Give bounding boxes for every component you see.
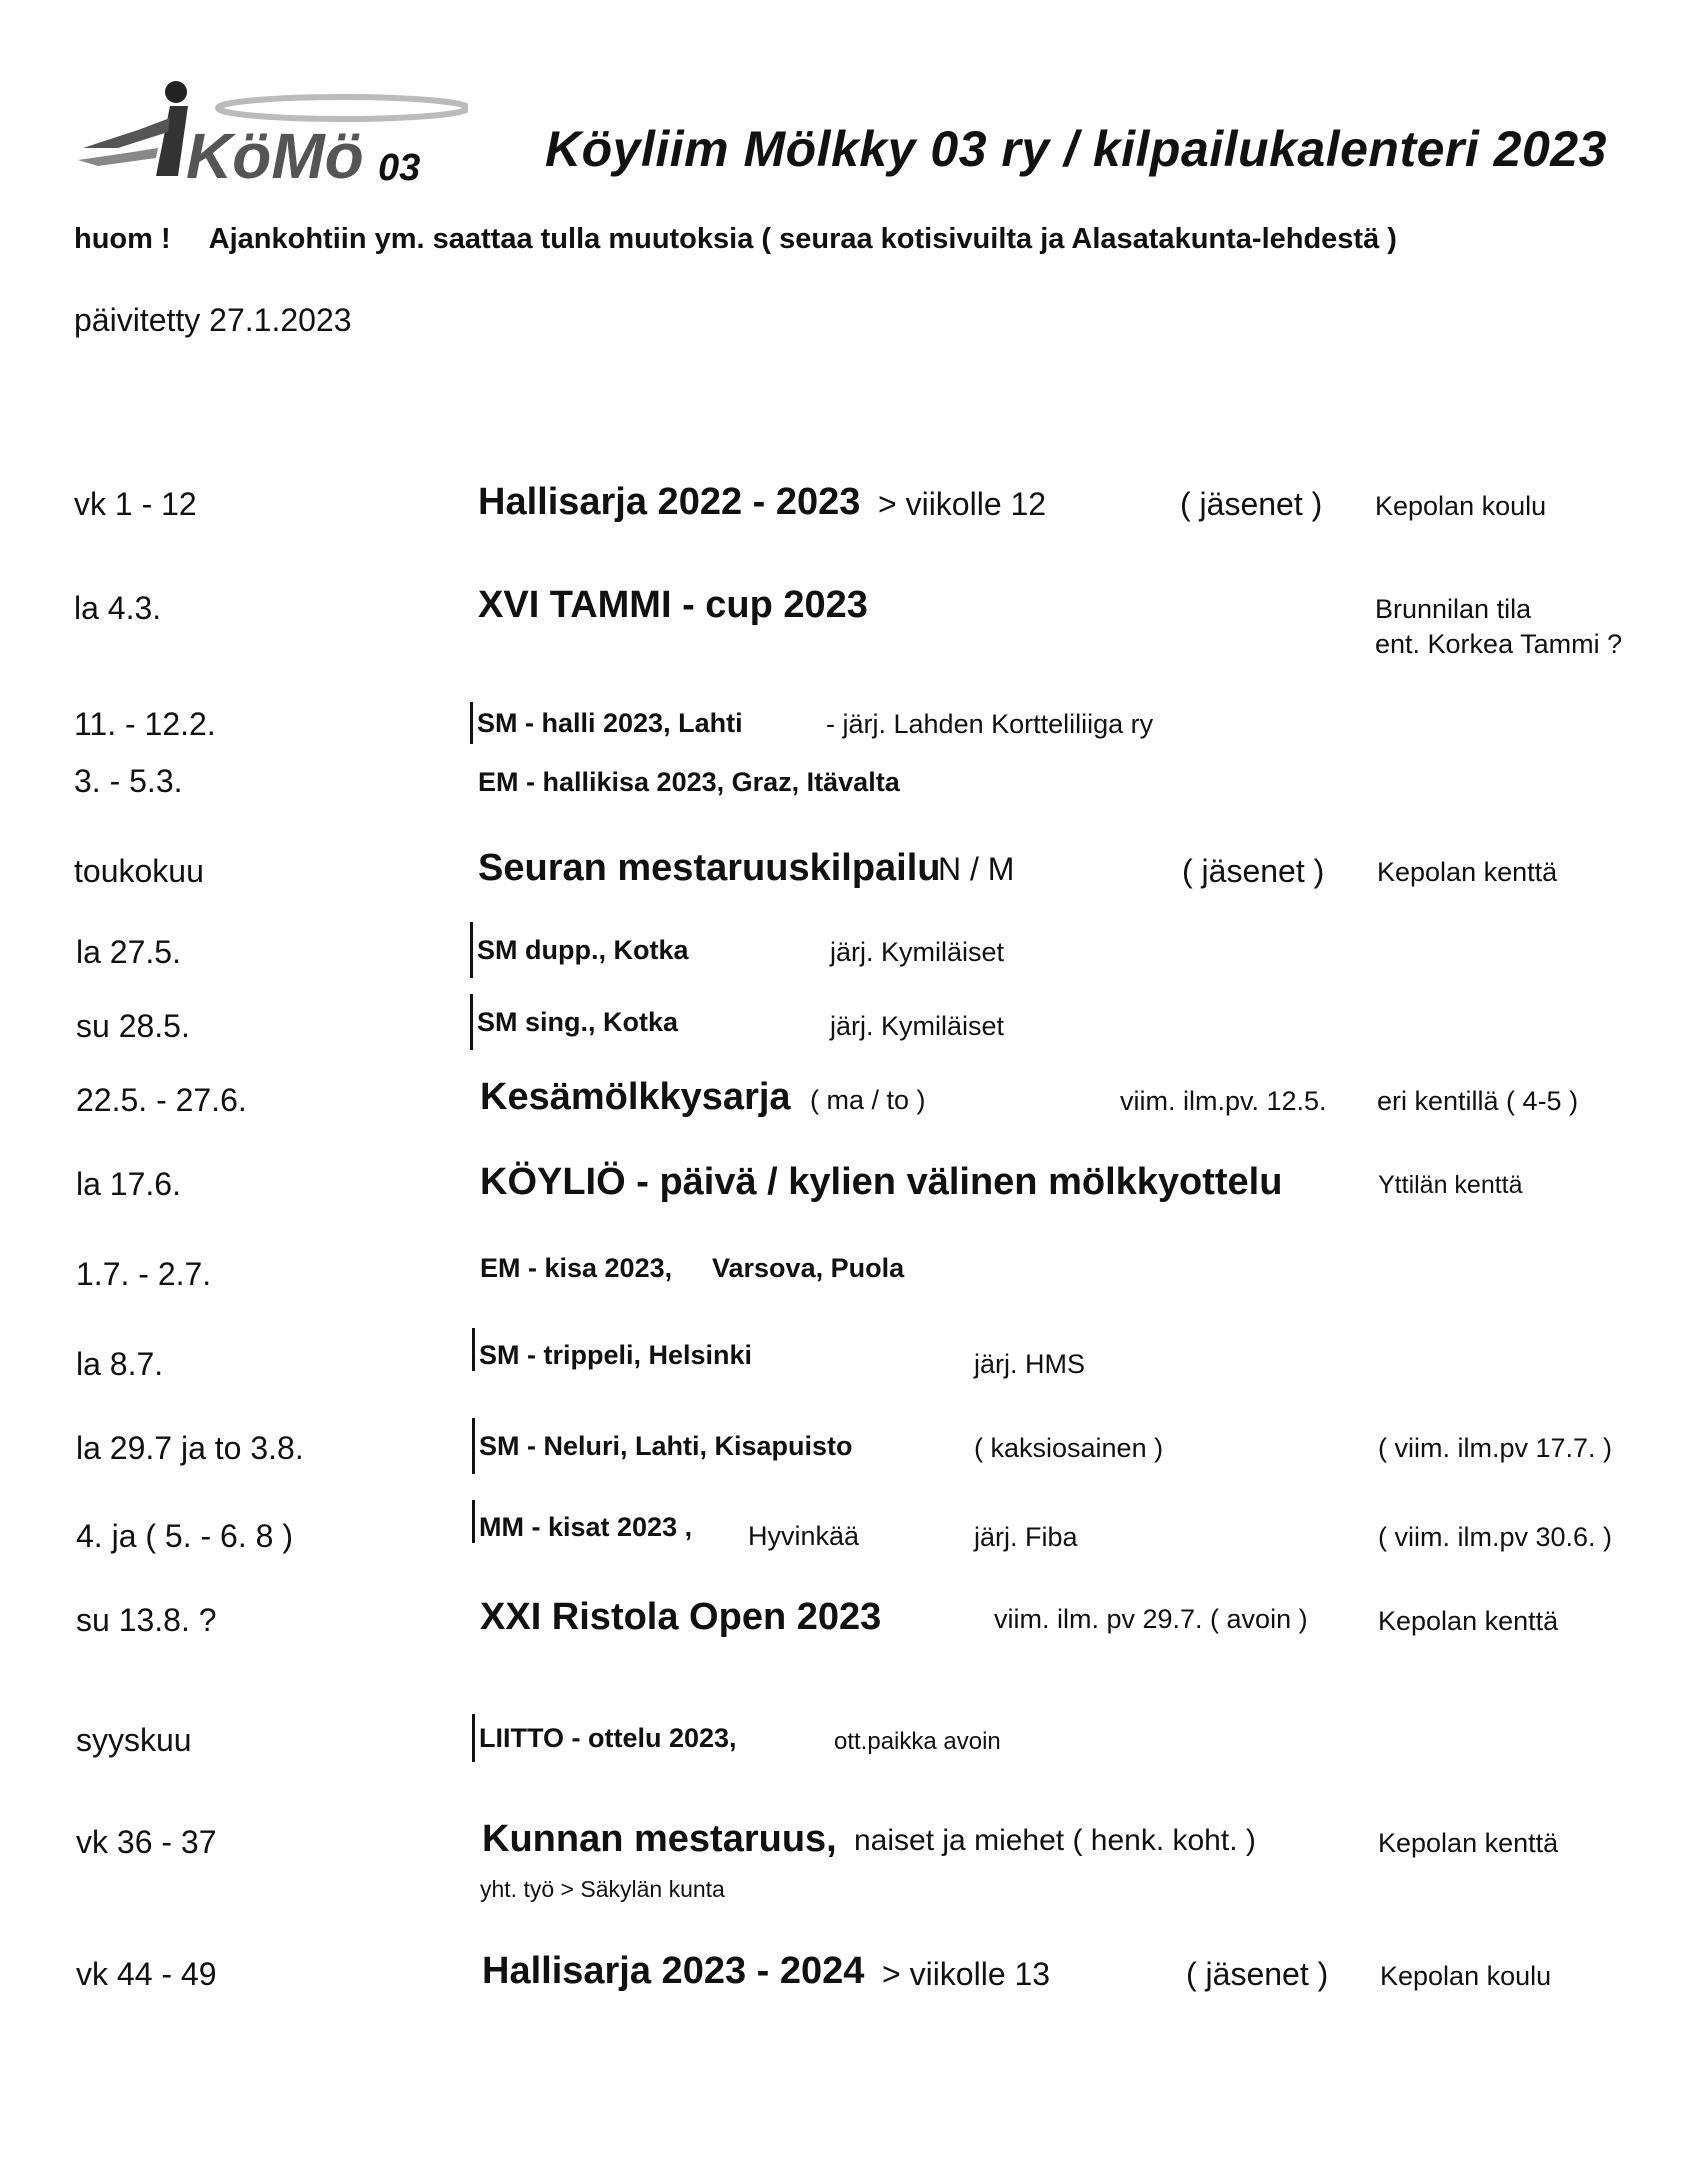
event-venue: Kepolan koulu (1380, 1961, 1552, 1991)
event-title: SM - halli 2023, Lahti (470, 702, 743, 744)
event-date: 11. - 12.2. (74, 706, 216, 742)
page-title: Köyliim Mölkky 03 ry / kilpailukalenteri 2023 (545, 121, 1607, 177)
event-detail: > viikolle 12 (878, 486, 1047, 522)
event-venue: eri kentillä ( 4-5 ) (1377, 1086, 1579, 1116)
event-title: SM - trippeli, Helsinki (472, 1328, 752, 1371)
event-date: la 4.3. (74, 590, 162, 626)
event-detail: järj. Kymiläiset (830, 1011, 1005, 1041)
event-date: vk 1 - 12 (74, 486, 197, 522)
event-title: Kunnan mestaruus, (482, 1818, 837, 1860)
event-date: toukokuu (74, 853, 204, 889)
event-detail: > viikolle 13 (882, 1956, 1051, 1992)
event-date: 4. ja ( 5. - 6. 8 ) (76, 1518, 293, 1554)
event-date: vk 44 - 49 (76, 1956, 217, 1992)
event-venue-note: ent. Korkea Tammi ? (1375, 629, 1623, 659)
logo-text: KöMö (186, 120, 364, 190)
event-note: viim. ilm. pv 29.7. ( avoin ) (994, 1604, 1308, 1634)
event-date: 3. - 5.3. (74, 763, 183, 799)
event-title: Hallisarja 2022 - 2023 (478, 481, 861, 523)
event-date: la 17.6. (76, 1166, 181, 1202)
event-venue: ( viim. ilm.pv 30.6. ) (1378, 1522, 1613, 1552)
event-title: SM dupp., Kotka (470, 922, 689, 978)
event-detail: järj. Kymiläiset (830, 937, 1005, 967)
event-date: syyskuu (76, 1722, 192, 1758)
event-detail: Varsova, Puola (712, 1253, 905, 1283)
event-title: XVI TAMMI - cup 2023 (478, 584, 868, 626)
event-organizer: järj. Fiba (974, 1522, 1078, 1552)
event-note: ( jäsenet ) (1180, 486, 1323, 522)
event-title: EM - hallikisa 2023, Graz, Itävalta (478, 767, 900, 797)
event-title: Kesämölkkysarja (480, 1076, 791, 1118)
komo-logo (78, 78, 468, 190)
event-detail: N / M (938, 851, 1015, 887)
event-detail: ott.paikka avoin (834, 1728, 1001, 1755)
event-title: EM - kisa 2023, (480, 1253, 673, 1283)
event-title: Seuran mestaruuskilpailu (478, 847, 941, 889)
event-subnote: yht. työ > Säkylän kunta (480, 1876, 725, 1902)
event-title: MM - kisat 2023 , (472, 1500, 692, 1543)
event-venue: ( viim. ilm.pv 17.7. ) (1378, 1433, 1613, 1463)
event-venue: Kepolan kenttä (1378, 1606, 1559, 1636)
event-title: Hallisarja 2023 - 2024 (482, 1950, 865, 1992)
event-venue: Yttilän kenttä (1378, 1171, 1523, 1199)
event-note: ( jäsenet ) (1182, 853, 1325, 889)
event-title: LIITTO - ottelu 2023, (472, 1714, 737, 1762)
event-detail: järj. HMS (974, 1349, 1086, 1379)
updated-date: päivitetty 27.1.2023 (74, 302, 352, 338)
event-venue: Kepolan kenttä (1378, 1828, 1559, 1858)
event-date: su 13.8. ? (76, 1602, 217, 1638)
event-date: la 29.7 ja to 3.8. (76, 1430, 304, 1466)
event-title: SM - Neluri, Lahti, Kisapuisto (472, 1418, 853, 1474)
notice-label: huom ! (74, 223, 171, 255)
event-venue: Kepolan koulu (1375, 491, 1547, 521)
event-detail: ( kaksiosainen ) (974, 1433, 1164, 1463)
event-date: 22.5. - 27.6. (76, 1082, 247, 1118)
event-venue: Kepolan kenttä (1377, 857, 1558, 887)
event-title: KÖYLIÖ - päivä / kylien välinen mölkkyottelu (480, 1161, 1283, 1203)
event-date: la 8.7. (76, 1346, 164, 1382)
event-date: la 27.5. (76, 934, 181, 970)
event-note: viim. ilm.pv. 12.5. (1120, 1086, 1327, 1116)
logo-number: 03 (378, 147, 421, 189)
event-detail: Hyvinkää (748, 1521, 860, 1551)
event-note: ( jäsenet ) (1186, 1956, 1329, 1992)
event-date: vk 36 - 37 (76, 1824, 217, 1860)
event-title: SM sing., Kotka (470, 994, 678, 1050)
event-detail: naiset ja miehet ( henk. koht. ) (854, 1824, 1256, 1857)
event-venue: Brunnilan tila (1375, 594, 1532, 624)
event-detail: - järj. Lahden Kortteliliiga ry (826, 709, 1154, 739)
notice-text: Ajankohtiin ym. saattaa tulla muutoksia ( seuraa kotisivuilta ja Alasatakunta-lehdestä ) (208, 223, 1397, 255)
event-date: 1.7. - 2.7. (76, 1256, 212, 1292)
event-detail: ( ma / to ) (810, 1085, 926, 1115)
event-date: su 28.5. (76, 1008, 190, 1044)
event-title: XXI Ristola Open 2023 (480, 1596, 882, 1638)
notice-line (74, 223, 1397, 256)
